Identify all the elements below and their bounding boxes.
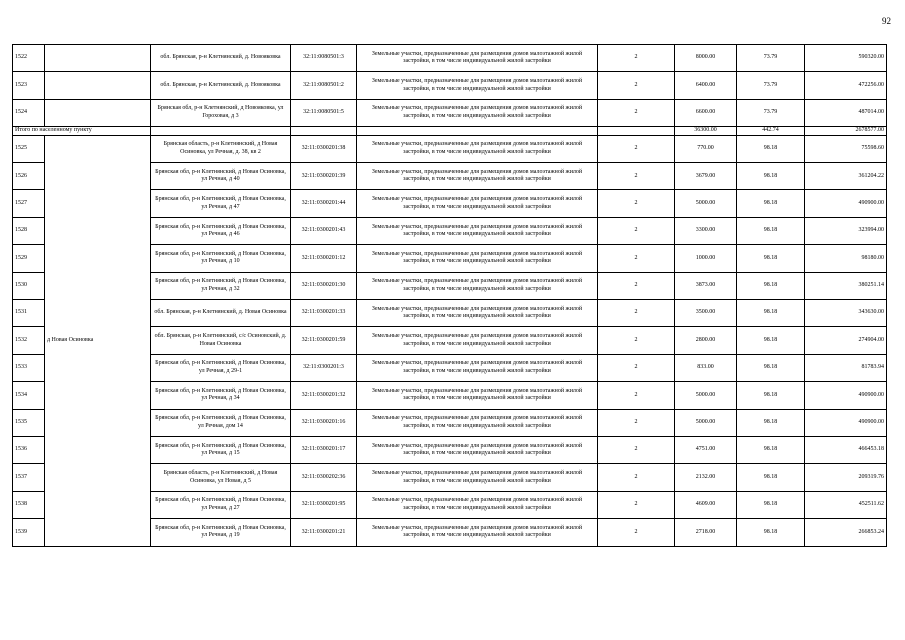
cadastral-value: 75598.60 [805, 135, 887, 162]
area-cell: 5000.00 [675, 409, 737, 436]
land-category: Земельные участки, предназначенные для размещения домов малоэтажной жилой застройки, в том числе индивидуальной жилой застройки [357, 217, 598, 244]
cadastral-value: 81783.94 [805, 354, 887, 381]
land-category: Земельные участки, предназначенные для размещения домов малоэтажной жилой застройки, в том числе индивидуальной жилой застройки [357, 300, 598, 327]
table-row [13, 99, 887, 126]
group-cell: 2 [598, 300, 675, 327]
area-cell: 2718.00 [675, 519, 737, 546]
rate-cell: 98.18 [737, 354, 805, 381]
address-cell: Брянская обл, р-н Клетнянский, д Новая Осиновка, ул Речная, д 19 [151, 519, 291, 546]
group-cell: 2 [598, 436, 675, 463]
settlement-cell [45, 72, 151, 99]
address-cell: обл. Брянская, р-н Клетнянский, д. Новояковка [151, 72, 291, 99]
rate-cell: 73.79 [737, 99, 805, 126]
land-category: Земельные участки, предназначенные для размещения домов малоэтажной жилой застройки, в том числе индивидуальной жилой застройки [357, 327, 598, 354]
area-cell: 2800.00 [675, 327, 737, 354]
rate-cell: 98.18 [737, 135, 805, 162]
rate-cell: 98.18 [737, 217, 805, 244]
rate-cell: 98.18 [737, 190, 805, 217]
cadastral-number: 32:11:0080501:2 [291, 72, 357, 99]
area-cell: 6400.00 [675, 72, 737, 99]
rate-cell: 98.18 [737, 163, 805, 190]
table-body [13, 45, 887, 547]
row-number: 1529 [13, 245, 45, 272]
cadastral-value: 590320.00 [805, 45, 887, 72]
land-registry-table [12, 44, 887, 547]
cadastral-value: 472256.00 [805, 72, 887, 99]
table-row [13, 135, 887, 162]
row-number: 1528 [13, 217, 45, 244]
row-number: 1535 [13, 409, 45, 436]
cadastral-number: 32:11:0300201:3 [291, 354, 357, 381]
row-number: 1524 [13, 99, 45, 126]
land-category: Земельные участки, предназначенные для размещения домов малоэтажной жилой застройки, в том числе индивидуальной жилой застройки [357, 99, 598, 126]
cadastral-value: 487014.00 [805, 99, 887, 126]
address-cell: Брянская область, р-н Клетнянский, д Новая Осиновка, ул Речная, д. 38, кв 2 [151, 135, 291, 162]
rate-cell: 98.18 [737, 436, 805, 463]
rate-cell: 98.18 [737, 519, 805, 546]
group-cell: 2 [598, 163, 675, 190]
area-cell: 6600.00 [675, 99, 737, 126]
land-category: Земельные участки, предназначенные для размещения домов малоэтажной жилой застройки, в том числе индивидуальной жилой застройки [357, 163, 598, 190]
row-number: 1539 [13, 519, 45, 546]
cadastral-value: 323994.00 [805, 217, 887, 244]
group-cell: 2 [598, 382, 675, 409]
land-category: Земельные участки, предназначенные для размещения домов малоэтажной жилой застройки, в том числе индивидуальной жилой застройки [357, 135, 598, 162]
cadastral-number: 32:11:0300201:59 [291, 327, 357, 354]
cadastral-number: 32:11:0300201:33 [291, 300, 357, 327]
group-cell: 2 [598, 135, 675, 162]
area-cell: 8000.00 [675, 45, 737, 72]
table-row [13, 45, 887, 72]
address-cell: Брянская обл, р-н Клетнянский, д Новая Осиновка, ул Речная, д 15 [151, 436, 291, 463]
row-number: 1536 [13, 436, 45, 463]
address-cell: Брянская обл, р-н Клетнянский, д Новая Осиновка, ул Речная, д 40 [151, 163, 291, 190]
subtotal-row [13, 127, 887, 136]
cadastral-number: 32:11:0300201:38 [291, 135, 357, 162]
rate-cell: 98.18 [737, 491, 805, 518]
address-cell: Брянская область, р-н Клетнянский, д Новая Осиновка, ул Новая, д 5 [151, 464, 291, 491]
cadastral-number: 32:11:0300201:30 [291, 272, 357, 299]
group-cell: 2 [598, 409, 675, 436]
row-number: 1522 [13, 45, 45, 72]
group-cell: 2 [598, 45, 675, 72]
land-category: Земельные участки, предназначенные для размещения домов малоэтажной жилой застройки, в том числе индивидуальной жилой застройки [357, 72, 598, 99]
area-cell: 3873.00 [675, 272, 737, 299]
rate-cell: 98.18 [737, 382, 805, 409]
land-category: Земельные участки, предназначенные для размещения домов малоэтажной жилой застройки, в том числе индивидуальной жилой застройки [357, 272, 598, 299]
subtotal-blank [151, 127, 291, 136]
area-cell: 770.00 [675, 135, 737, 162]
settlement-cell [45, 45, 151, 72]
group-cell: 2 [598, 491, 675, 518]
subtotal-blank [357, 127, 598, 136]
cadastral-number: 32:11:0300202:36 [291, 464, 357, 491]
area-cell: 3300.00 [675, 217, 737, 244]
cadastral-number: 32:11:0300201:43 [291, 217, 357, 244]
group-cell: 2 [598, 190, 675, 217]
address-cell: Брянская обл, р-н Клетнянский, д Новояковка, ул Гороховая, д 3 [151, 99, 291, 126]
land-category: Земельные участки, предназначенные для размещения домов малоэтажной жилой застройки, в том числе индивидуальной жилой застройки [357, 190, 598, 217]
cadastral-value: 380251.14 [805, 272, 887, 299]
row-number: 1532 [13, 327, 45, 354]
address-cell: обл. Брянская, р-н Клетнянский, с/с Осиновский, д. Новая Осиновка [151, 327, 291, 354]
area-cell: 833.00 [675, 354, 737, 381]
cadastral-number: 32:11:0300201:21 [291, 519, 357, 546]
row-number: 1533 [13, 354, 45, 381]
land-category: Земельные участки, предназначенные для размещения домов малоэтажной жилой застройки, в том числе индивидуальной жилой застройки [357, 382, 598, 409]
row-number: 1530 [13, 272, 45, 299]
address-cell: Брянская обл, р-н Клетнянский, д Новая Осиновка, ул Речная, д 27 [151, 491, 291, 518]
address-cell: Брянская обл, р-н Клетнянский, д Новая Осиновка, ул Речная, дом 14 [151, 409, 291, 436]
area-cell: 2132.00 [675, 464, 737, 491]
row-number: 1538 [13, 491, 45, 518]
table-row [13, 72, 887, 99]
address-cell: Брянская обл, р-н Клетнянский, д Новая Осиновка, ул Речная, д 46 [151, 217, 291, 244]
cadastral-number: 32:11:0300201:16 [291, 409, 357, 436]
cadastral-value: 490900.00 [805, 409, 887, 436]
group-cell: 2 [598, 464, 675, 491]
cadastral-value: 490900.00 [805, 190, 887, 217]
land-category: Земельные участки, предназначенные для размещения домов малоэтажной жилой застройки, в том числе индивидуальной жилой застройки [357, 519, 598, 546]
cadastral-number: 32:11:0300201:32 [291, 382, 357, 409]
rate-cell: 98.18 [737, 245, 805, 272]
land-category: Земельные участки, предназначенные для размещения домов малоэтажной жилой застройки, в том числе индивидуальной жилой застройки [357, 354, 598, 381]
land-category: Земельные участки, предназначенные для размещения домов малоэтажной жилой застройки, в том числе индивидуальной жилой застройки [357, 436, 598, 463]
land-category: Земельные участки, предназначенные для размещения домов малоэтажной жилой застройки, в том числе индивидуальной жилой застройки [357, 464, 598, 491]
address-cell: обл. Брянская, р-н Клетнянский, д. Новояковка [151, 45, 291, 72]
land-category: Земельные участки, предназначенные для размещения домов малоэтажной жилой застройки, в том числе индивидуальной жилой застройки [357, 491, 598, 518]
group-cell: 2 [598, 245, 675, 272]
rate-cell: 98.18 [737, 272, 805, 299]
subtotal-label: Итого по населенному пункту [13, 127, 151, 136]
address-cell: Брянская обл, р-н Клетнянский, д Новая Осиновка, ул Речная, д 34 [151, 382, 291, 409]
area-cell: 3500.00 [675, 300, 737, 327]
row-number: 1537 [13, 464, 45, 491]
rate-cell: 98.18 [737, 464, 805, 491]
subtotal-area: 36300.00 [675, 127, 737, 136]
cadastral-value: 98180.00 [805, 245, 887, 272]
row-number: 1527 [13, 190, 45, 217]
group-cell: 2 [598, 99, 675, 126]
area-cell: 3679.00 [675, 163, 737, 190]
row-number: 1534 [13, 382, 45, 409]
row-number: 1523 [13, 72, 45, 99]
address-cell: обл. Брянская, р-н Клетнянский, д. Новая Осиновка [151, 300, 291, 327]
group-cell: 2 [598, 354, 675, 381]
cadastral-number: 32:11:0080501:3 [291, 45, 357, 72]
rate-cell: 98.18 [737, 409, 805, 436]
area-cell: 5000.00 [675, 190, 737, 217]
cadastral-value: 274904.00 [805, 327, 887, 354]
area-cell: 1000.00 [675, 245, 737, 272]
area-cell: 4751.00 [675, 436, 737, 463]
cadastral-number: 32:11:0300201:17 [291, 436, 357, 463]
cadastral-number: 32:11:0300201:44 [291, 190, 357, 217]
address-cell: Брянская обл, р-н Клетнянский, д Новая Осиновка, ул Речная, д 32 [151, 272, 291, 299]
row-number: 1525 [13, 135, 45, 162]
address-cell: Брянская обл, р-н Клетнянский, д Новая Осиновка, ул Речная, д 29-1 [151, 354, 291, 381]
rate-cell: 98.18 [737, 300, 805, 327]
cadastral-value: 466453.18 [805, 436, 887, 463]
row-number: 1526 [13, 163, 45, 190]
subtotal-blank [291, 127, 357, 136]
cadastral-value: 490900.00 [805, 382, 887, 409]
address-cell: Брянская обл, р-н Клетнянский, д Новая Осиновка, ул Речная, д 47 [151, 190, 291, 217]
cadastral-value: 343630.00 [805, 300, 887, 327]
group-cell: 2 [598, 519, 675, 546]
area-cell: 5000.00 [675, 382, 737, 409]
row-number: 1531 [13, 300, 45, 327]
page-number: 92 [882, 16, 891, 26]
cadastral-value: 209319.76 [805, 464, 887, 491]
rate-cell: 73.79 [737, 45, 805, 72]
group-cell: 2 [598, 327, 675, 354]
land-category: Земельные участки, предназначенные для размещения домов малоэтажной жилой застройки, в том числе индивидуальной жилой застройки [357, 245, 598, 272]
cadastral-number: 32:11:0080501:5 [291, 99, 357, 126]
cadastral-number: 32:11:0300201:39 [291, 163, 357, 190]
land-category: Земельные участки, предназначенные для размещения домов малоэтажной жилой застройки, в том числе индивидуальной жилой застройки [357, 409, 598, 436]
group-cell: 2 [598, 217, 675, 244]
cadastral-number: 32:11:0300201:12 [291, 245, 357, 272]
cadastral-value: 452511.62 [805, 491, 887, 518]
settlement-cell [45, 99, 151, 126]
group-cell: 2 [598, 272, 675, 299]
address-cell: Брянская обл, р-н Клетнянский, д Новая Осиновка, ул Речная, д 10 [151, 245, 291, 272]
group-cell: 2 [598, 72, 675, 99]
settlement-name: д Новая Осиновка [45, 135, 151, 546]
cadastral-number: 32:11:0300201:95 [291, 491, 357, 518]
cadastral-value: 361204.22 [805, 163, 887, 190]
rate-cell: 73.79 [737, 72, 805, 99]
area-cell: 4609.00 [675, 491, 737, 518]
subtotal-value: 2678577.00 [805, 127, 887, 136]
subtotal-blank [598, 127, 675, 136]
subtotal-rate: 442.74 [737, 127, 805, 136]
land-category: Земельные участки, предназначенные для размещения домов малоэтажной жилой застройки, в том числе индивидуальной жилой застройки [357, 45, 598, 72]
rate-cell: 98.18 [737, 327, 805, 354]
cadastral-value: 266853.24 [805, 519, 887, 546]
